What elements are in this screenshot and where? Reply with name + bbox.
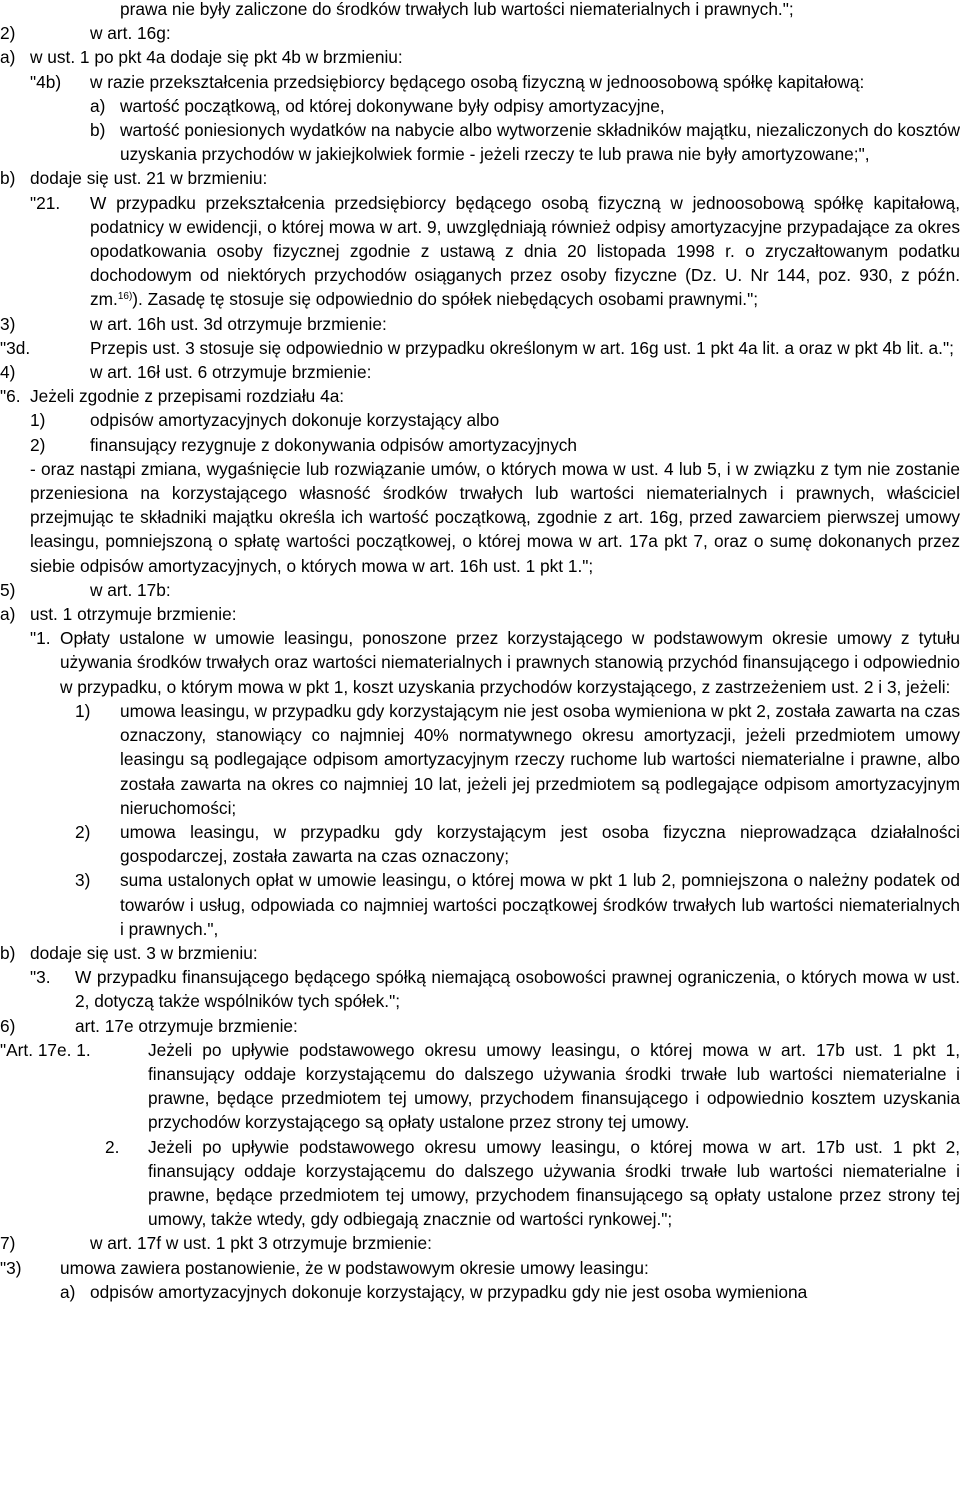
footnote-marker: 16) [117,291,133,303]
list-item [0,1256,960,1280]
list-text: wartość poniesionych wydatków na nabycie albo wytworzenie składników majątku, niezaliczonych do kosztów uzyskania przychodów w jakiejkolwiek formie - jeżeli rzeczy te lub prawa nie były amortyzowane;", [120,120,960,165]
list-text: w art. 17f w ust. 1 pkt 3 otrzymuje brzmienie: [90,1233,432,1254]
list-text: Opłaty ustalone w umowie leasingu, ponoszone przez korzystającego w podstawowym okresie umowy z tytułu używania środków trwałych oraz wartości niematerialnych i prawnych stanowią przychód finansującego i odpowiednio w przypadku, o którym mowa w pkt 1, koszt uzyskania przychodów korzystającego, z zastrzeżeniem ust. 2 i 3, jeżeli: [60,628,960,697]
list-text: w art. 16h ust. 3d otrzymuje brzmienie: [90,313,387,334]
list-item [75,820,960,868]
list-label: 2) [75,821,91,842]
list-item [30,408,960,432]
list-label: a) [60,1281,76,1302]
list-label: 2. [105,1136,120,1157]
paragraph-text: - oraz nastąpi zmiana, wygaśnięcie lub rozwiązanie umów, o których mowa w ust. 4 lub 5, i w związku z tym nie zostanie przeniesiona na korzystającego własność środków trwałych lub wartości niematerialnych i prawnych, właściciel przejmując te składniki majątku określa ich wartość początkową, zgodnie z art. 16g, przed zawarciem pierwszej umowy leasingu, pomniejszoną o spłatę wartości początkowej, o której mowa w art. 17a pkt 7, oraz o sumę dokonanych przez siebie odpisów amortyzacyjnych, o których mowa w art. 16h ust. 1 pkt 1."; [30,458,960,576]
list-item [105,1135,960,1232]
list-label: "6. [0,386,21,407]
list-label: b) [0,168,16,189]
list-item [0,384,960,408]
list-label: 1) [75,700,91,721]
list-text: w ust. 1 po pkt 4a dodaje się pkt 4b w brzmieniu: [30,47,403,68]
list-label: 5) [0,579,16,600]
list-text: odpisów amortyzacyjnych dokonuje korzystający albo [90,410,500,431]
list-item [0,602,960,626]
list-label: a) [0,604,16,625]
paragraph [120,0,960,21]
list-label: 4) [0,362,16,383]
paragraph-text: prawa nie były zaliczone do środków trwałych lub wartości niematerialnych i prawnych."; [120,0,794,19]
list-text: Jeżeli po upływie podstawowego okresu umowy leasingu, o której mowa w art. 17b ust. 1 pkt 2, finansujący oddaje korzystającemu do dalszego używania środki trwałe lub wartości niematerialne i prawne, będące przedmiotem tej umowy, przychodem finansującego są opłaty ustalone przez strony tej umowy, także wtedy, gdy odbiegają znacznie od wartości rynkowej."; [148,1136,960,1230]
list-label: b) [90,120,106,141]
list-item [75,699,960,820]
list-label: 7) [0,1233,16,1254]
list-label: 2) [0,23,16,44]
list-label: 3) [0,313,16,334]
list-text [90,191,960,312]
list-text: w art. 16g: [90,23,171,44]
list-label: b) [0,942,16,963]
list-text: umowa leasingu, w przypadku gdy korzystającym nie jest osoba wymieniona w pkt 2, została zawarta na czas oznaczony, stanowiący co najmniej 40% normatywnego okresu amortyzacji, jeżeli przedmiotem umowy leasingu są podlegające odpisom amortyzacyjnym rzeczy ruchome lub wartości niematerialne i prawne, albo została zawarta na okres co najmniej 10 lat, jeżeli jej przedmiotem są podlegające odpisom amortyzacyjnym nieruchomości; [120,700,960,818]
list-label: "21. [30,192,61,213]
list-item [0,941,960,965]
list-item [90,94,960,118]
list-label: 1) [30,410,46,431]
list-item [60,1280,960,1304]
list-text: w art. 17b: [90,579,171,600]
list-text: Jeżeli zgodnie z przepisami rozdziału 4a: [30,386,345,407]
list-item [0,1038,960,1135]
list-item [0,578,960,602]
list-item [30,191,960,312]
list-text: umowa leasingu, w przypadku gdy korzystającym jest osoba fizyczna nieprowadząca działalności gospodarczej, została zawarta na czas oznaczony; [120,821,960,867]
list-label: a) [0,47,16,68]
list-label: "Art. 17e. 1. [0,1039,91,1060]
list-item [30,433,960,457]
paragraph [30,457,960,578]
list-label: 2) [30,434,46,455]
list-item [75,868,960,941]
list-text: w art. 16ł ust. 6 otrzymuje brzmienie: [90,362,372,383]
list-label: a) [90,95,106,116]
list-label: 6) [0,1015,16,1036]
paragraph-text-tail: ). Zasadę tę stosuje się odpowiednio do spółek niebędących osobami prawnymi."; [132,289,759,310]
list-item [0,360,960,384]
list-label: "4b) [30,71,62,92]
list-item [30,965,960,1013]
list-text: suma ustalonych opłat w umowie leasingu, o której mowa w pkt 1 lub 2, pomniejszona o należny podatek od towarów i usług, odpowiada co najmniej wartości początkowej środków trwałych lub wartości niematerialnych i prawnych.", [120,870,960,939]
list-text: dodaje się ust. 21 w brzmieniu: [30,168,268,189]
list-text: umowa zawiera postanowienie, że w podstawowym okresie umowy leasingu: [60,1257,649,1278]
list-text: w razie przekształcenia przedsiębiorcy będącego osobą fizyczną w jednoosobową spółkę kapitałową: [90,71,865,92]
list-item [0,336,960,360]
paragraph-text: W przypadku przekształcenia przedsiębiorcy będącego osobą fizyczną w jednoosobową spółkę kapitałową, podatnicy w ewidencji, o której mowa w art. 9, uwzględniają również odpisy amortyzacyjne przypadające za okres opodatkowania osoby fizycznej zgodnie z ustawą z dnia 20 listopada 1998 r. o zryczałtowanym podatku dochodowym od niektórych przychodów osiąganych przez osoby fizyczne (Dz. U. Nr 144, poz. 930, z późn. zm. [90,192,960,310]
list-text: wartość początkową, od której dokonywane były odpisy amortyzacyjne, [120,95,665,116]
list-item [0,1231,960,1255]
list-item [30,626,960,699]
list-text: Jeżeli po upływie podstawowego okresu umowy leasingu, o której mowa w art. 17b ust. 1 pkt 1, finansujący oddaje korzystającemu do dalszego używania środki trwałe lub wartości niematerialne i prawne, będące przedmiotem tej umowy, przychodem finansującego i odpowiednio kosztem uzyskania przychodów korzystającego są opłaty ustalone przez strony tej umowy. [148,1039,960,1133]
list-label: "3) [0,1257,22,1278]
list-item [0,312,960,336]
list-label: 3) [75,870,91,891]
list-text: finansujący rezygnuje z dokonywania odpisów amortyzacyjnych [90,434,578,455]
list-label: "3d. [0,337,31,358]
list-label: "1. [30,628,51,649]
list-text: art. 17e otrzymuje brzmienie: [75,1015,298,1036]
list-item [0,1014,960,1038]
list-item [0,45,960,69]
list-item [0,21,960,45]
list-text: dodaje się ust. 3 w brzmieniu: [30,942,258,963]
list-text: Przepis ust. 3 stosuje się odpowiednio w przypadku określonym w art. 16g ust. 1 pkt 4a lit. a oraz w pkt 4b lit. a."; [90,337,954,358]
list-item [30,70,960,94]
list-text: W przypadku finansującego będącego spółką niemającą osobowości prawnej ograniczenia, o których mowa w ust. 2, dotyczą także wspólników tych spółek."; [75,967,960,1012]
list-text: odpisów amortyzacyjnych dokonuje korzystający, w przypadku gdy nie jest osoba wymieniona [90,1281,808,1302]
list-item [90,118,960,166]
list-label: "3. [30,967,51,988]
list-item [0,166,960,190]
list-text: ust. 1 otrzymuje brzmienie: [30,604,237,625]
